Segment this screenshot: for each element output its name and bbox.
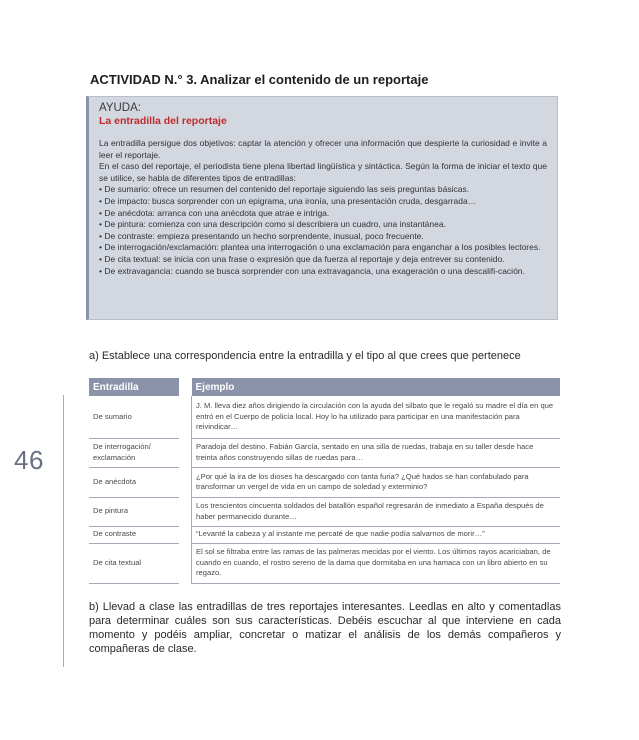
- table-row: [89, 526, 560, 543]
- entradilla-type-cell: De pintura: [89, 497, 179, 526]
- table-row: [89, 396, 560, 438]
- matching-table: [89, 378, 560, 584]
- help-bullet: • De pintura: comienza con una descripción como si describiera un cuadro, una instantánea.: [99, 219, 446, 230]
- table-row: [89, 497, 560, 526]
- help-bullet: • De extravagancia: cuando se busca sorprender con una extravagancia, una exageración o una descalifi-cación.: [99, 265, 525, 276]
- example-cell: Los trescientos cincuenta soldados del batallón español regresarán de inmediato a España después de haber permanecido durante…: [192, 497, 561, 526]
- entradilla-type-cell: De contraste: [89, 526, 179, 543]
- entradilla-type-cell: De sumario: [89, 396, 179, 438]
- help-paragraph: En el caso del reportaje, el periodista tiene plena libertad lingüística y sintáctica. Según la forma de iniciar el texto que se utilice, se habla de diferentes tipos de entradillas:: [99, 161, 547, 183]
- help-box: [86, 96, 558, 320]
- help-text: [99, 138, 547, 277]
- question-a: a) Establece una correspondencia entre la entradilla y el tipo al que crees que pertenece: [89, 350, 521, 362]
- entradilla-type-cell: De cita textual: [89, 543, 179, 583]
- help-label: AYUDA:: [99, 102, 141, 114]
- entradilla-type-cell: De anécdota: [89, 467, 179, 497]
- table-header-row: [89, 378, 560, 396]
- example-cell: ¿Por qué la ira de los dioses ha descargado con tanta furia? ¿Qué hados se han confabulado para transformar un vergel de vida en un campo de soledad y exterminio?: [192, 467, 561, 497]
- example-cell: El sol se filtraba entre las ramas de las palmeras mecidas por el viento. Los últimos rayos acariciaban, de cuando en cuando, el rostro sereno de la dama que dormitaba en una hamaca con un libro abierto en su regazo.: [192, 543, 561, 583]
- help-paragraph: La entradilla persigue dos objetivos: captar la atención y ofrecer una información que despierte la curiosidad e invite a leer el reportaje.: [99, 138, 547, 160]
- table-row: [89, 467, 560, 497]
- help-bullet: • De impacto: busca sorprender con un epigrama, una ironía, una presentación cruda, desgarrada…: [99, 195, 477, 206]
- help-bullet: • De contraste: empieza presentando un hecho sorprendente, inusual, poco frecuente.: [99, 230, 424, 241]
- help-bullet: • De sumario: ofrece un resumen del contenido del reportaje siguiendo las seis preguntas básicas.: [99, 184, 470, 195]
- example-cell: “Levanté la cabeza y al instante me percaté de que nadie podía salvarnos de morir…”: [192, 526, 561, 543]
- side-rule: [63, 395, 64, 667]
- page-number: 46: [14, 445, 44, 475]
- table-row: [89, 543, 560, 583]
- help-bullet: • De interrogación/exclamación: plantea una interrogación o una exclamación para enganchar a los posibles lectores.: [99, 242, 541, 253]
- entradilla-type-cell: De interrogación/ exclamación: [89, 438, 179, 467]
- table-row: [89, 438, 560, 467]
- example-cell: Paradoja del destino. Fabián García, sentado en una silla de ruedas, trabaja en su taller desde hace treinta años construyendo sillas de ruedas para…: [192, 438, 561, 467]
- header-ejemplo: Ejemplo: [192, 378, 561, 396]
- example-cell: J. M. lleva diez años dirigiendo la circulación con la ayuda del silbato que le regaló su madre el día en que entró en el Cuerpo de policía local. Hoy lo ha utilizado para participar en una manifestación para reivindicar…: [192, 396, 561, 438]
- help-title: La entradilla del reportaje: [99, 115, 227, 127]
- help-bullet: • De cita textual: se inicia con una frase o expresión que da fuerza al reportaje y deja entrever su contenido.: [99, 253, 505, 264]
- header-entradilla: Entradilla: [89, 378, 179, 396]
- help-bullet: • De anécdota: arranca con una anécdota que atrae e intriga.: [99, 207, 330, 218]
- question-b: b) Llevad a clase las entradillas de tres reportajes interesantes. Leedlas en alto y comentadlas para determinar cuáles son sus características. Debéis escuchar al que interviene en cada momento y podéis ampliar, concretar o matizar el análisis de los demás compañeros y compañeras de clase.: [89, 601, 561, 655]
- activity-title: ACTIVIDAD N.° 3. Analizar el contenido de un reportaje: [90, 72, 429, 87]
